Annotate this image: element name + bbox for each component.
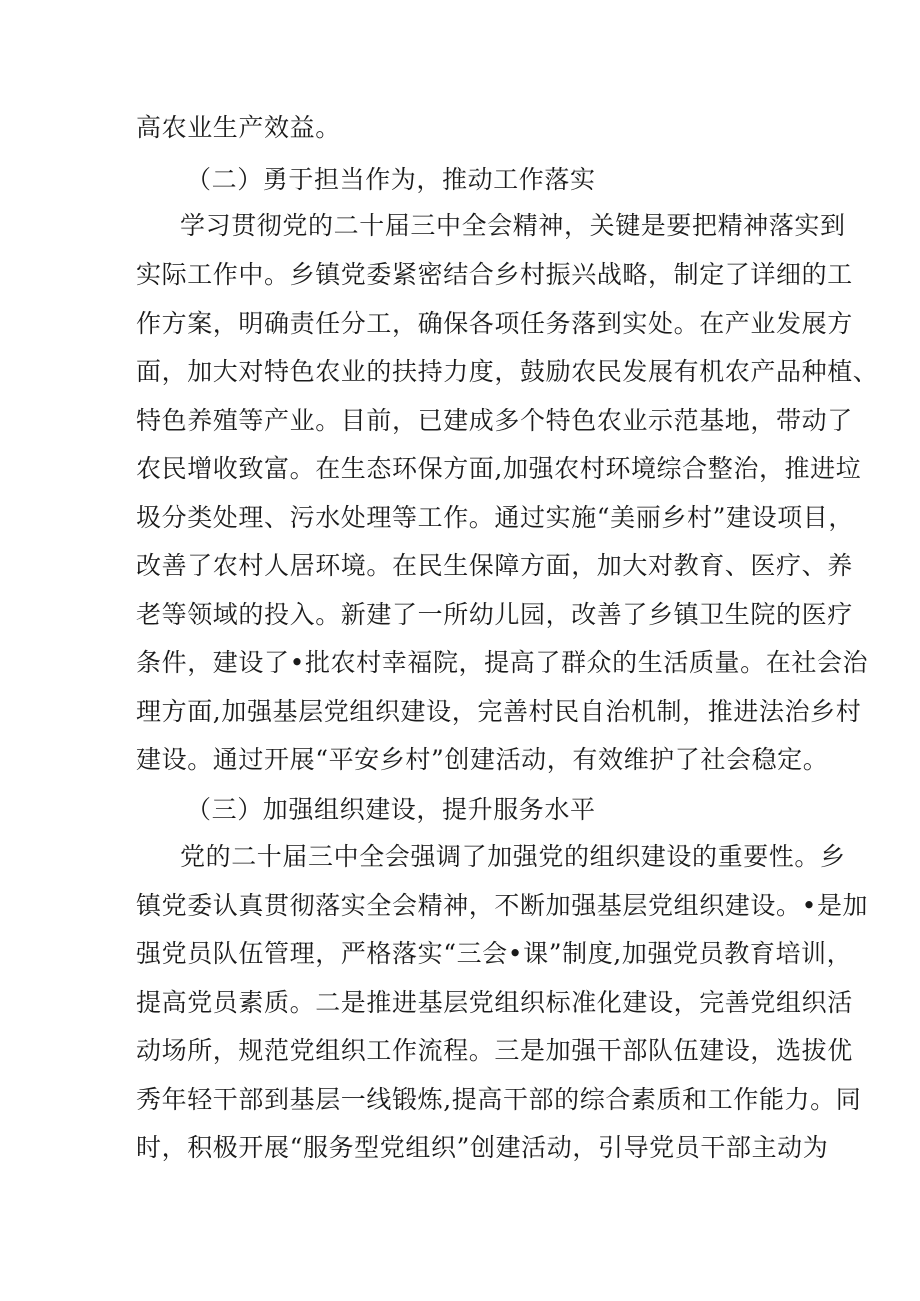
text-line: 镇党委认真贯彻落实全会精神，不断加强基层党组织建设。•是加 — [136, 891, 869, 920]
text-line: 特色养殖等产业。目前，已建成多个特色农业示范基地，带动了 — [136, 406, 853, 435]
text-line: 建设。通过开展“平安乡村”创建活动，有效维护了社会稳定。 — [136, 745, 829, 774]
section-heading: （三）加强组织建设，提升服务水平 — [186, 795, 596, 824]
text-line: 提高党员素质。二是推进基层党组织标准化建设，完善党组织活 — [136, 988, 853, 1017]
text-line: 秀年轻干部到基层一线锻炼,提高干部的综合素质和工作能力。同 — [136, 1085, 862, 1114]
text-line: 农民增收致富。在生态环保方面,加强农村环境综合整治，推进垃 — [136, 454, 862, 483]
text-line: 高农业生产效益。 — [136, 113, 341, 142]
text-line: 实际工作中。乡镇党委紧密结合乡村振兴战略，制定了详细的工 — [136, 260, 853, 289]
text-line: 老等领域的投入。新建了一所幼儿园，改善了乡镇卫生院的医疗 — [136, 600, 853, 629]
text-line: 动场所，规范党组织工作流程。三是加强干部队伍建设，选拔优 — [136, 1036, 853, 1065]
text-line: 面，加大对特色农业的扶持力度，鼓励农民发展有机农产品种植、 — [136, 357, 879, 386]
text-line: 强党员队伍管理，严格落实“三会•课”制度,加强党员教育培训， — [136, 939, 853, 968]
text-line: 圾分类处理、污水处理等工作。通过实施“美丽乡村”建设项目， — [136, 503, 854, 532]
text-line: 理方面,加强基层党组织建设，完善村民自治机制，推进法治乡村 — [136, 697, 862, 726]
paragraph-first-line: 党的二十届三中全会强调了加强党的组织建设的重要性。乡 — [180, 842, 846, 871]
section-heading: （二）勇于担当作为，推动工作落实 — [186, 165, 596, 194]
text-line: 改善了农村人居环境。在民生保障方面，加大对教育、医疗、养 — [136, 551, 853, 580]
text-line: 条件，建设了•批农村幸福院，提高了群众的生活质量。在社会治 — [136, 648, 869, 677]
text-line: 作方案，明确责任分工，确保各项任务落到实处。在产业发展方 — [136, 309, 853, 338]
text-line: 时，积极开展“服务型党组织”创建活动，引导党员干部主动为 — [136, 1133, 829, 1162]
paragraph-first-line: 学习贯彻党的二十届三中全会精神，关键是要把精神落实到 — [180, 211, 846, 240]
